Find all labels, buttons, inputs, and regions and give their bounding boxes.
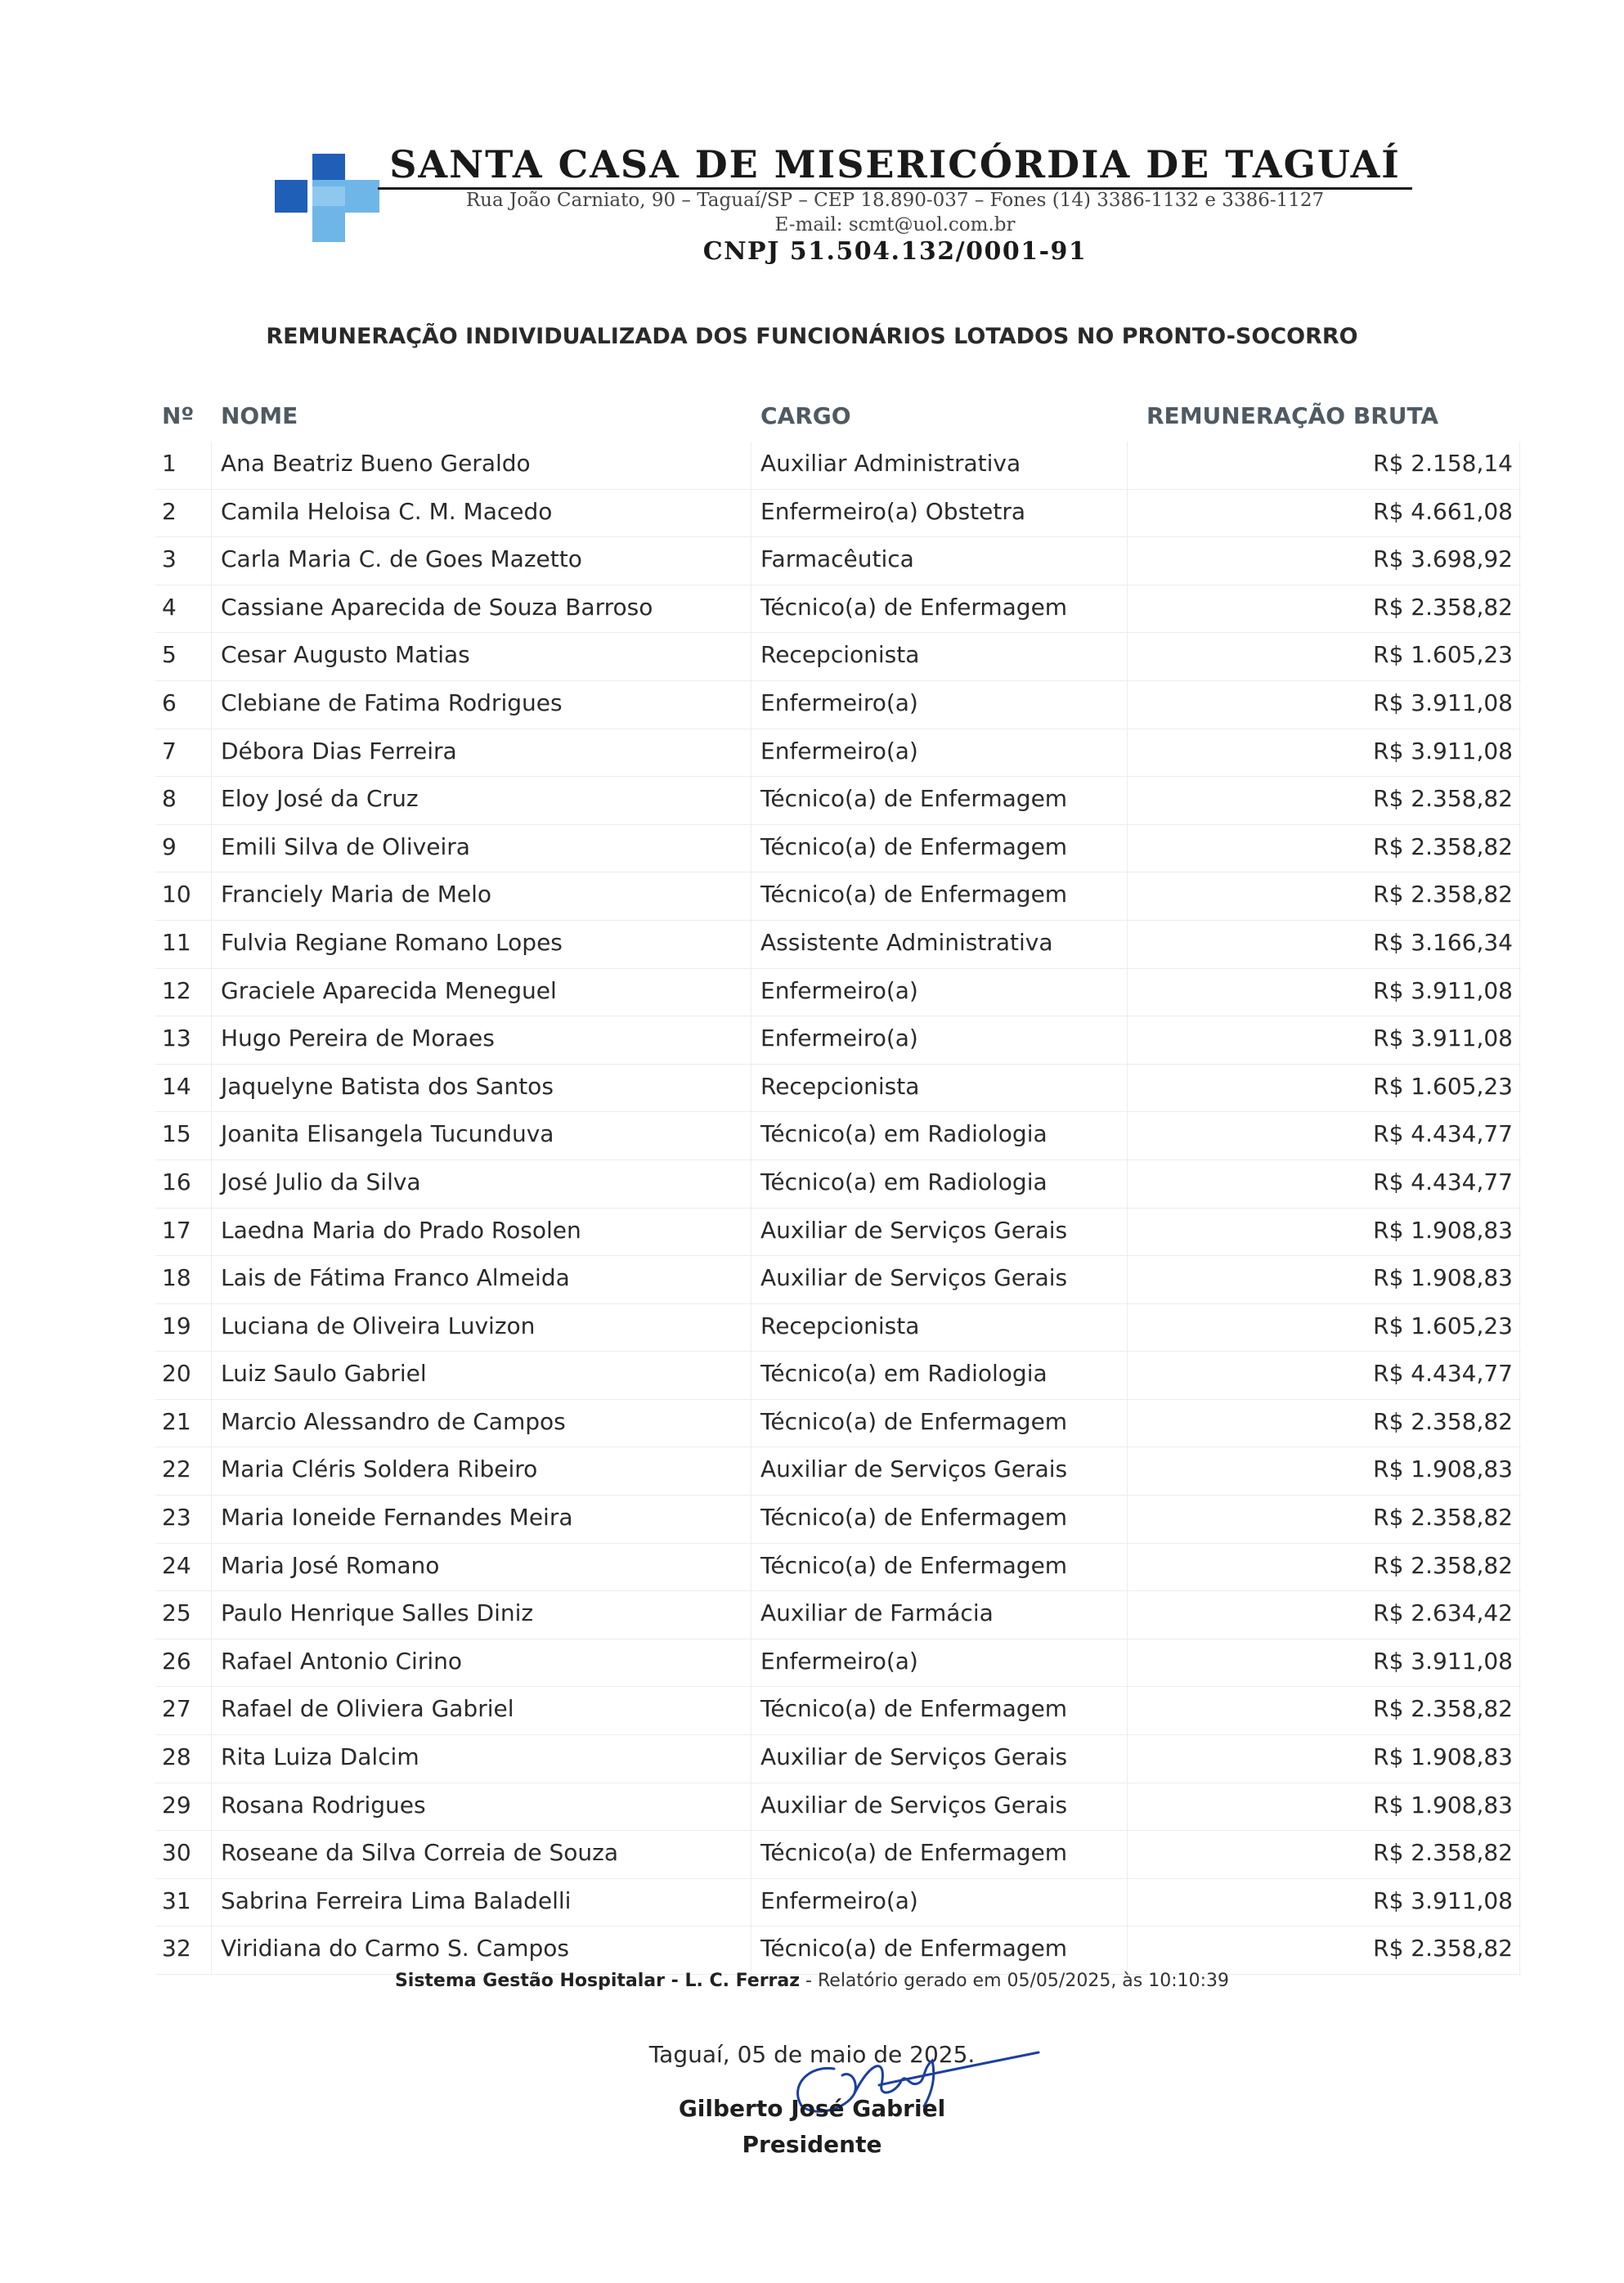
employee-pay: R$ 2.358,82	[1373, 1504, 1513, 1532]
table-row	[155, 442, 1521, 490]
column-header-pay: REMUNERAÇÃO BRUTA	[1146, 402, 1439, 429]
generated-timestamp: - Relatório gerado em 05/05/2025, às 10:10:39	[800, 1971, 1230, 1991]
row-number: 26	[162, 1647, 191, 1675]
table-row	[155, 1400, 1521, 1448]
row-number: 10	[162, 881, 191, 908]
employee-name: Lais de Fátima Franco Almeida	[221, 1264, 570, 1292]
employee-role: Enfermeiro(a)	[760, 688, 918, 716]
signatory-name: Gilberto José Gabriel	[678, 2095, 946, 2122]
employee-name: Viridiana do Carmo S. Campos	[221, 1935, 570, 1962]
employee-pay: R$ 3.911,08	[1373, 1886, 1513, 1914]
row-number: 5	[162, 641, 177, 669]
employee-role: Auxiliar de Serviços Gerais	[760, 1216, 1068, 1244]
employee-role: Enfermeiro(a)	[760, 1647, 918, 1675]
employee-pay: R$ 2.358,82	[1373, 881, 1513, 908]
employee-pay: R$ 3.911,08	[1373, 688, 1513, 716]
employee-role: Técnico(a) em Radiologia	[760, 1360, 1048, 1388]
row-number: 22	[162, 1455, 191, 1483]
employee-pay: R$ 2.634,42	[1373, 1599, 1513, 1627]
employee-table	[155, 442, 1521, 1975]
employee-name: Rafael Antonio Cirino	[221, 1647, 462, 1675]
row-number: 8	[162, 785, 177, 813]
organization-address: Rua João Carniato, 90 – Taguaí/SP – CEP 18.890-037 – Fones (14) 3386-1132 e 3386-1127	[465, 190, 1325, 211]
table-row	[155, 921, 1521, 969]
employee-name: José Julio da Silva	[221, 1168, 421, 1195]
table-row	[155, 681, 1521, 729]
employee-pay: R$ 1.908,83	[1373, 1455, 1513, 1483]
employee-name: Luciana de Oliveira Luvizon	[221, 1312, 536, 1339]
employee-pay: R$ 1.908,83	[1373, 1791, 1513, 1819]
employee-name: Rafael de Oliviera Gabriel	[221, 1695, 514, 1723]
employee-role: Técnico(a) em Radiologia	[760, 1120, 1048, 1148]
organization-cnpj: CNPJ 51.504.132/0001-91	[702, 237, 1088, 266]
row-number: 30	[162, 1839, 191, 1867]
table-row	[155, 490, 1521, 538]
table-row	[155, 1687, 1521, 1735]
employee-role: Técnico(a) de Enfermagem	[760, 1504, 1068, 1532]
employee-role: Recepcionista	[760, 1072, 920, 1100]
employee-pay: R$ 2.358,82	[1373, 832, 1513, 860]
employee-pay: R$ 3.911,08	[1373, 976, 1513, 1004]
employee-name: Clebiane de Fatima Rodrigues	[221, 688, 563, 716]
employee-role: Enfermeiro(a)	[760, 1025, 918, 1052]
employee-pay: R$ 1.908,83	[1373, 1743, 1513, 1771]
employee-name: Maria José Romano	[221, 1551, 440, 1579]
column-header-role: CARGO	[760, 402, 851, 429]
employee-name: Sabrina Ferreira Lima Baladelli	[221, 1886, 572, 1914]
table-row	[155, 1544, 1521, 1592]
employee-pay: R$ 4.434,77	[1373, 1168, 1513, 1195]
table-row	[155, 969, 1521, 1017]
employee-name: Laedna Maria do Prado Rosolen	[221, 1216, 581, 1244]
medical-cross-logo-icon	[275, 154, 379, 242]
employee-name: Rosana Rodrigues	[221, 1791, 426, 1819]
employee-pay: R$ 1.908,83	[1373, 1216, 1513, 1244]
employee-name: Joanita Elisangela Tucunduva	[221, 1120, 554, 1148]
row-number: 20	[162, 1360, 191, 1388]
employee-role: Enfermeiro(a)	[760, 737, 918, 765]
table-row	[155, 825, 1521, 873]
row-number: 18	[162, 1264, 191, 1292]
employee-name: Marcio Alessandro de Campos	[221, 1407, 566, 1435]
row-number: 14	[162, 1072, 191, 1100]
row-number: 32	[162, 1935, 191, 1962]
row-number: 11	[162, 928, 191, 956]
employee-role: Enfermeiro(a)	[760, 976, 918, 1004]
employee-role: Auxiliar de Serviços Gerais	[760, 1455, 1068, 1483]
table-row	[155, 729, 1521, 778]
employee-role: Recepcionista	[760, 1312, 920, 1339]
employee-role: Técnico(a) de Enfermagem	[760, 1551, 1068, 1579]
employee-role: Técnico(a) de Enfermagem	[760, 593, 1068, 621]
employee-name: Maria Cléris Soldera Ribeiro	[221, 1455, 538, 1483]
table-row	[155, 1304, 1521, 1352]
employee-name: Camila Heloisa C. M. Macedo	[221, 497, 553, 525]
employee-role: Técnico(a) em Radiologia	[760, 1168, 1048, 1195]
table-row	[155, 1447, 1521, 1496]
employee-name: Luiz Saulo Gabriel	[221, 1360, 427, 1388]
row-number: 24	[162, 1551, 191, 1579]
table-row	[155, 1591, 1521, 1639]
employee-name: Graciele Aparecida Meneguel	[221, 976, 557, 1004]
employee-name: Franciely Maria de Melo	[221, 881, 491, 908]
employee-pay: R$ 2.358,82	[1373, 1695, 1513, 1723]
employee-name: Carla Maria C. de Goes Mazetto	[221, 545, 582, 573]
employee-pay: R$ 2.358,82	[1373, 1407, 1513, 1435]
column-header-name: NOME	[221, 402, 298, 429]
employee-role: Auxiliar Administrativa	[760, 450, 1021, 477]
employee-name: Cassiane Aparecida de Souza Barroso	[221, 593, 653, 621]
table-row	[155, 1926, 1521, 1975]
employee-pay: R$ 1.605,23	[1373, 1072, 1513, 1100]
employee-name: Ana Beatriz Bueno Geraldo	[221, 450, 531, 477]
employee-role: Técnico(a) de Enfermagem	[760, 881, 1068, 908]
employee-name: Roseane da Silva Correia de Souza	[221, 1839, 619, 1867]
employee-pay: R$ 2.358,82	[1373, 1935, 1513, 1962]
table-row	[155, 1496, 1521, 1544]
employee-name: Débora Dias Ferreira	[221, 737, 457, 765]
employee-name: Fulvia Regiane Romano Lopes	[221, 928, 563, 956]
employee-pay: R$ 4.434,77	[1373, 1120, 1513, 1148]
table-row	[155, 1352, 1521, 1400]
employee-role: Técnico(a) de Enfermagem	[760, 785, 1068, 813]
table-row	[155, 1160, 1521, 1209]
table-row	[155, 1831, 1521, 1879]
row-number: 13	[162, 1025, 191, 1052]
row-number: 23	[162, 1504, 191, 1532]
organization-name: SANTA CASA DE MISERICÓRDIA DE TAGUAÍ	[389, 142, 1401, 186]
employee-pay: R$ 2.358,82	[1373, 1839, 1513, 1867]
row-number: 9	[162, 832, 177, 860]
employee-role: Técnico(a) de Enfermagem	[760, 832, 1068, 860]
employee-pay: R$ 3.698,92	[1373, 545, 1513, 573]
row-number: 1	[162, 450, 177, 477]
employee-name: Emili Silva de Oliveira	[221, 832, 470, 860]
organization-email: E-mail: scmt@uol.com.br	[774, 214, 1016, 235]
employee-name: Eloy José da Cruz	[221, 785, 419, 813]
employee-pay: R$ 4.661,08	[1373, 497, 1513, 525]
employee-role: Farmacêutica	[760, 545, 914, 573]
employee-pay: R$ 3.911,08	[1373, 1025, 1513, 1052]
employee-role: Recepcionista	[760, 641, 920, 669]
row-number: 21	[162, 1407, 191, 1435]
employee-role: Auxiliar de Serviços Gerais	[760, 1743, 1068, 1771]
system-name: Sistema Gestão Hospitalar - L. C. Ferraz	[394, 1971, 801, 1991]
table-row	[155, 633, 1521, 681]
row-number: 28	[162, 1743, 191, 1771]
row-number: 4	[162, 593, 177, 621]
employee-pay: R$ 2.358,82	[1373, 785, 1513, 813]
employee-role: Técnico(a) de Enfermagem	[760, 1935, 1068, 1962]
row-number: 6	[162, 688, 177, 716]
employee-pay: R$ 1.908,83	[1373, 1264, 1513, 1292]
employee-pay: R$ 1.605,23	[1373, 1312, 1513, 1339]
letterhead	[0, 0, 1624, 278]
employee-role: Técnico(a) de Enfermagem	[760, 1407, 1068, 1435]
document-title: REMUNERAÇÃO INDIVIDUALIZADA DOS FUNCIONÁRIOS LOTADOS NO PRONTO-SOCORRO	[266, 324, 1358, 349]
employee-pay: R$ 3.911,08	[1373, 1647, 1513, 1675]
row-number: 31	[162, 1886, 191, 1914]
employee-pay: R$ 3.911,08	[1373, 737, 1513, 765]
employee-pay: R$ 2.358,82	[1373, 593, 1513, 621]
table-row	[155, 1209, 1521, 1257]
table-row	[155, 1016, 1521, 1065]
row-number: 19	[162, 1312, 191, 1339]
table-row	[155, 872, 1521, 921]
table-row	[155, 1256, 1521, 1304]
column-header-number: Nº	[162, 402, 195, 429]
employee-name: Rita Luiza Dalcim	[221, 1743, 419, 1771]
report-footer	[131, 1971, 1493, 1991]
row-number: 27	[162, 1695, 191, 1723]
employee-role: Enfermeiro(a)	[760, 1886, 918, 1914]
employee-pay: R$ 2.158,14	[1373, 450, 1513, 477]
employee-pay: R$ 1.605,23	[1373, 641, 1513, 669]
table-row	[155, 1879, 1521, 1927]
employee-role: Auxiliar de Serviços Gerais	[760, 1264, 1068, 1292]
employee-role: Técnico(a) de Enfermagem	[760, 1695, 1068, 1723]
table-row	[155, 1783, 1521, 1832]
table-row	[155, 1065, 1521, 1113]
employee-name: Maria Ioneide Fernandes Meira	[221, 1504, 573, 1532]
employee-role: Assistente Administrativa	[760, 928, 1053, 956]
place-date: Taguaí, 05 de maio de 2025.	[648, 2041, 976, 2068]
employee-name: Jaquelyne Batista dos Santos	[221, 1072, 554, 1100]
row-number: 2	[162, 497, 177, 525]
employee-pay: R$ 3.166,34	[1373, 928, 1513, 956]
row-number: 25	[162, 1599, 191, 1627]
row-number: 15	[162, 1120, 191, 1148]
row-number: 3	[162, 545, 177, 573]
table-row	[155, 585, 1521, 634]
employee-role: Enfermeiro(a) Obstetra	[760, 497, 1026, 525]
row-number: 17	[162, 1216, 191, 1244]
table-row	[155, 1639, 1521, 1688]
employee-name: Hugo Pereira de Moraes	[221, 1025, 495, 1052]
row-number: 12	[162, 976, 191, 1004]
employee-pay: R$ 2.358,82	[1373, 1551, 1513, 1579]
table-row	[155, 537, 1521, 585]
employee-role: Auxiliar de Serviços Gerais	[760, 1791, 1068, 1819]
row-number: 7	[162, 737, 177, 765]
table-row	[155, 1735, 1521, 1783]
employee-name: Paulo Henrique Salles Diniz	[221, 1599, 534, 1627]
employee-role: Técnico(a) de Enfermagem	[760, 1839, 1068, 1867]
row-number: 29	[162, 1791, 191, 1819]
employee-name: Cesar Augusto Matias	[221, 641, 470, 669]
employee-pay: R$ 4.434,77	[1373, 1360, 1513, 1388]
employee-role: Auxiliar de Farmácia	[760, 1599, 994, 1627]
table-row	[155, 777, 1521, 825]
table-row	[155, 1112, 1521, 1160]
row-number: 16	[162, 1168, 191, 1195]
signatory-title: Presidente	[742, 2131, 882, 2158]
